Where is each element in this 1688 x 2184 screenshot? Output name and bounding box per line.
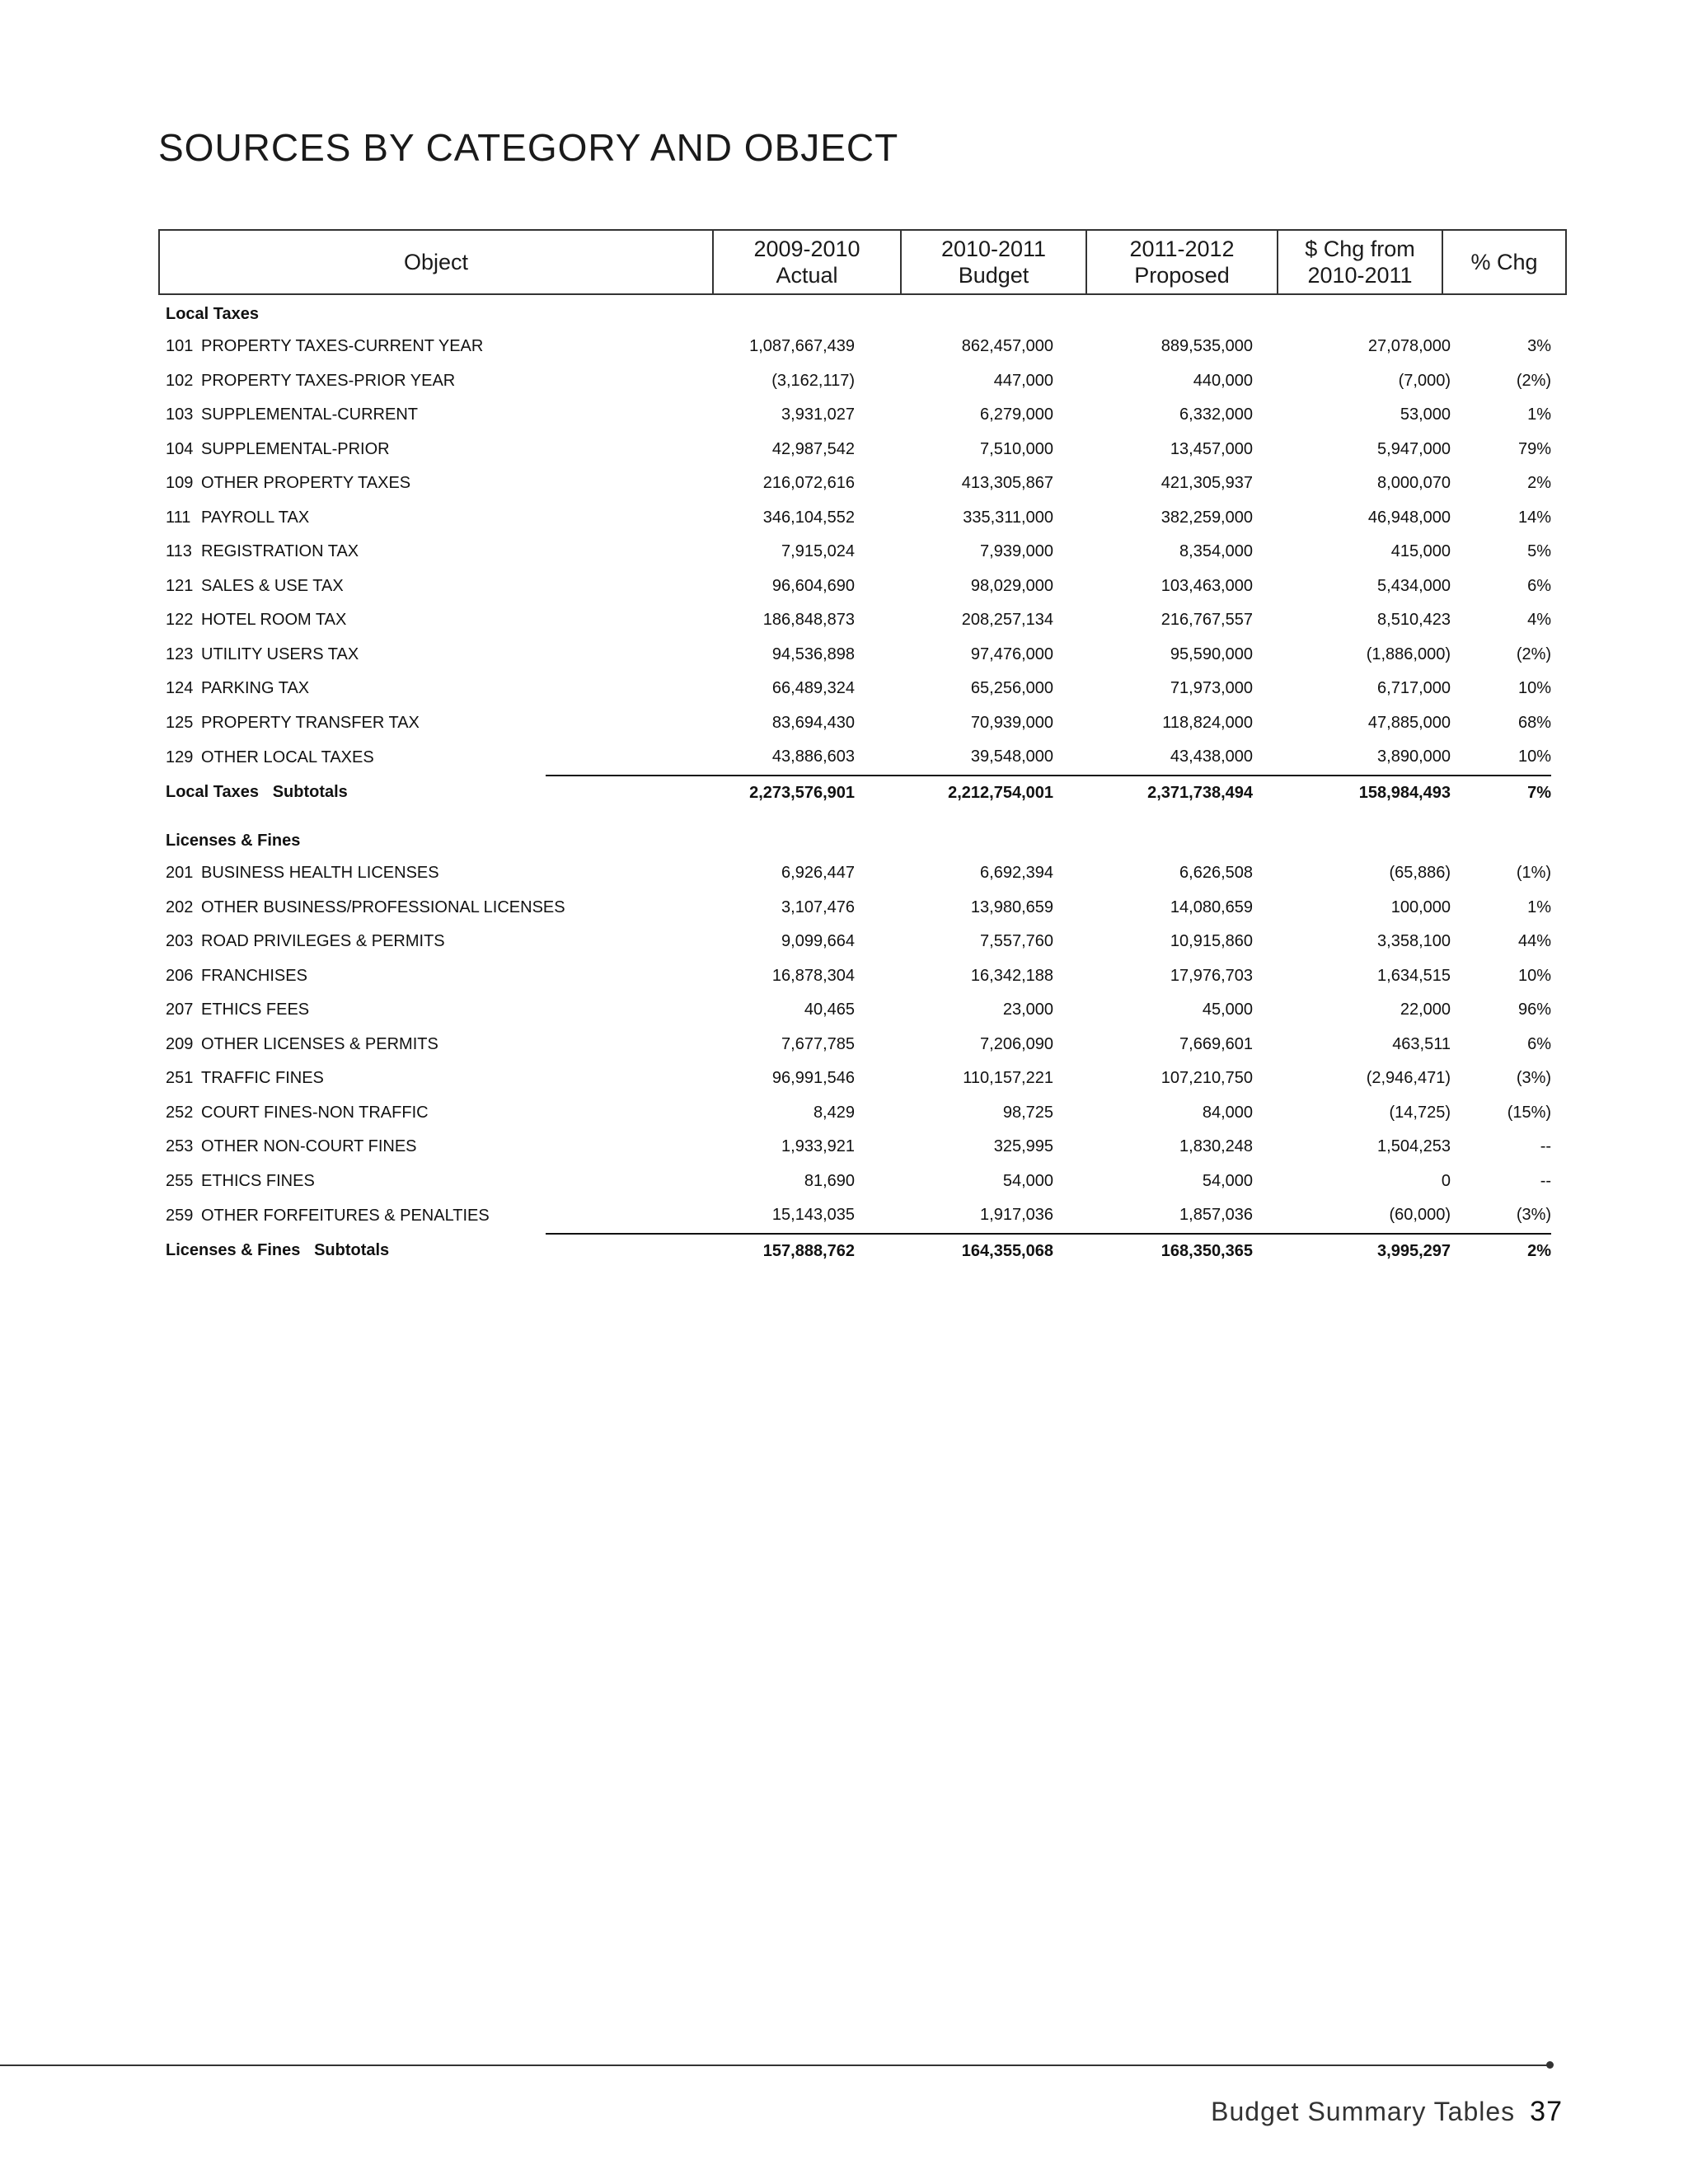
cell-proposed: 382,259,000 [1160,508,1253,527]
cell-actual: 40,465 [804,1001,855,1019]
table-row [158,638,1551,673]
cell-chg: 463,511 [1392,1034,1451,1053]
cell-proposed: 14,080,659 [1170,898,1253,916]
object-name: BUSINESS HEALTH LICENSES [201,864,439,883]
cell-budget: 16,342,188 [970,966,1053,985]
cell-budget: 6,692,394 [980,864,1053,883]
object-code: 252 [166,1103,194,1122]
cell-actual: 186,848,873 [762,611,855,630]
object-name: PARKING TAX [201,679,310,698]
cell-budget: 13,980,659 [970,898,1053,916]
object-name: SUPPLEMENTAL-CURRENT [201,405,418,424]
cell-pct: (3%) [1516,1206,1552,1225]
cell-budget: 862,457,000 [961,337,1053,356]
object-code: 259 [166,1206,194,1225]
category-header [158,298,1551,330]
table-row [158,501,1551,536]
subtotal-pct: 7% [1451,776,1551,811]
object-code: 251 [166,1069,194,1088]
header-chg: $ Chg from 2010-2011 [1278,230,1442,294]
object-code: 201 [166,864,194,883]
object-code: 203 [166,932,194,951]
cell-pct: (2%) [1516,644,1552,663]
table-row [158,1198,1551,1234]
cell-proposed: 8,354,000 [1179,542,1253,561]
header-pct: % Chg [1442,230,1566,294]
object-name: FRANCHISES [201,966,307,985]
table-row [158,1028,1551,1062]
object-name: PROPERTY TRANSFER TAX [201,713,420,732]
table-row [158,535,1551,569]
object-name: OTHER BUSINESS/PROFESSIONAL LICENSES [201,898,565,916]
subtotal-label: Licenses & Fines Subtotals [166,1241,390,1260]
cell-budget: 7,510,000 [980,439,1053,458]
cell-pct: (3%) [1516,1069,1552,1088]
table-row [158,1096,1551,1131]
object-name: ETHICS FINES [201,1171,315,1190]
sources-table-body [158,298,1551,1268]
cell-chg: 22,000 [1400,1001,1451,1019]
cell-proposed: 10,915,860 [1170,932,1253,951]
cell-proposed: 421,305,937 [1160,474,1253,493]
object-code: 255 [166,1171,194,1190]
subtotal-budget: 2,212,754,001 [855,776,1053,811]
cell-budget: 325,995 [993,1137,1053,1156]
subtotal-chg: 3,995,297 [1253,1234,1451,1269]
cell-chg: 3,890,000 [1377,748,1451,766]
subtotal-row [158,776,1551,811]
cell-actual: 16,878,304 [771,966,855,985]
cell-pct: -- [1540,1137,1552,1156]
object-code: 253 [166,1137,194,1156]
subtotal-label: Local Taxes Subtotals [166,783,348,802]
subtotal-actual: 2,273,576,901 [546,776,855,811]
table-row [158,433,1551,467]
object-code: 209 [166,1034,194,1053]
table-row [158,466,1551,501]
cell-budget: 208,257,134 [961,611,1053,630]
table-row [158,398,1551,433]
cell-budget: 7,939,000 [980,542,1053,561]
cell-actual: 3,107,476 [781,898,855,916]
cell-proposed: 103,463,000 [1160,576,1253,595]
spacer-row [158,810,1551,825]
object-name: HOTEL ROOM TAX [201,611,347,630]
cell-chg: 6,717,000 [1377,679,1451,698]
cell-actual: 1,087,667,439 [749,337,855,356]
object-code: 111 [166,508,191,527]
cell-chg: (2,946,471) [1366,1069,1451,1088]
cell-chg: 5,434,000 [1377,576,1451,595]
cell-chg: 3,358,100 [1377,932,1451,951]
table-row [158,740,1551,776]
header-budget: 2010-2011 Budget [901,230,1086,294]
cell-budget: 98,725 [1002,1103,1053,1122]
cell-chg: 47,885,000 [1367,713,1451,732]
object-name: ROAD PRIVILEGES & PERMITS [201,932,445,951]
cell-chg: (14,725) [1389,1103,1451,1122]
table-row [158,891,1551,926]
footer-rule [0,2064,1551,2066]
object-code: 202 [166,898,194,916]
cell-pct: (2%) [1516,371,1552,390]
table-row [158,856,1551,891]
header-proposed: 2011-2012 Proposed [1086,230,1278,294]
cell-budget: 335,311,000 [963,508,1053,527]
cell-proposed: 7,669,601 [1179,1034,1253,1053]
cell-budget: 7,557,760 [980,932,1053,951]
cell-actual: (3,162,117) [771,371,855,390]
table-row [158,1130,1551,1165]
object-name: ETHICS FEES [201,1001,310,1019]
subtotal-pct: 2% [1451,1234,1551,1269]
cell-budget: 447,000 [993,371,1053,390]
object-code: 125 [166,713,194,732]
cell-pct: 3% [1527,337,1552,356]
header-object: Object [159,230,713,294]
cell-actual: 96,604,690 [771,576,855,595]
header-actual: 2009-2010 Actual [713,230,901,294]
cell-actual: 96,991,546 [771,1069,855,1088]
cell-pct: 10% [1518,679,1552,698]
cell-pct: 1% [1527,898,1552,916]
cell-budget: 65,256,000 [970,679,1053,698]
cell-budget: 7,206,090 [980,1034,1053,1053]
cell-chg: 100,000 [1390,898,1451,916]
cell-pct: 68% [1518,713,1552,732]
object-code: 109 [166,474,194,493]
cell-chg: 1,504,253 [1377,1137,1451,1156]
footer-dot [1546,2061,1554,2069]
cell-actual: 94,536,898 [771,644,855,663]
object-name: PROPERTY TAXES-PRIOR YEAR [201,371,456,390]
cell-actual: 83,694,430 [771,713,855,732]
object-code: 103 [166,405,194,424]
cell-actual: 6,926,447 [781,864,855,883]
object-code: 206 [166,966,194,985]
object-code: 122 [166,611,194,630]
cell-proposed: 45,000 [1202,1001,1253,1019]
object-name: TRAFFIC FINES [201,1069,324,1088]
cell-actual: 7,677,785 [781,1034,855,1053]
table-row [158,1062,1551,1096]
cell-chg: 1,634,515 [1377,966,1451,985]
cell-pct: 4% [1527,611,1552,630]
cell-proposed: 440,000 [1193,371,1253,390]
cell-chg: 8,510,423 [1377,611,1451,630]
cell-proposed: 1,830,248 [1179,1137,1253,1156]
cell-proposed: 107,210,750 [1160,1069,1253,1088]
cell-actual: 8,429 [813,1103,855,1122]
object-name: OTHER NON-COURT FINES [201,1137,417,1156]
cell-budget: 1,917,036 [980,1206,1053,1225]
cell-actual: 7,915,024 [781,542,855,561]
object-name: PAYROLL TAX [201,508,310,527]
cell-proposed: 54,000 [1202,1171,1253,1190]
cell-proposed: 1,857,036 [1179,1206,1253,1225]
cell-pct: 1% [1527,405,1552,424]
cell-chg: 46,948,000 [1367,508,1451,527]
cell-actual: 66,489,324 [771,679,855,698]
subtotal-chg: 158,984,493 [1253,776,1451,811]
cell-budget: 97,476,000 [970,644,1053,663]
object-code: 104 [166,439,194,458]
object-code: 207 [166,1001,194,1019]
object-name: OTHER LOCAL TAXES [201,748,374,766]
object-name: COURT FINES-NON TRAFFIC [201,1103,429,1122]
cell-pct: 96% [1518,1001,1552,1019]
subtotal-proposed: 2,371,738,494 [1053,776,1253,811]
subtotal-budget: 164,355,068 [855,1234,1053,1269]
cell-proposed: 13,457,000 [1170,439,1253,458]
cell-actual: 3,931,027 [781,405,855,424]
cell-budget: 70,939,000 [970,713,1053,732]
cell-budget: 23,000 [1002,1001,1053,1019]
object-code: 102 [166,371,194,390]
table-row [158,569,1551,604]
cell-pct: 6% [1527,1034,1552,1053]
object-name: OTHER PROPERTY TAXES [201,474,411,493]
object-code: 124 [166,679,194,698]
cell-budget: 54,000 [1002,1171,1053,1190]
cell-pct: 5% [1527,542,1552,561]
cell-chg: (65,886) [1389,864,1451,883]
cell-proposed: 889,535,000 [1160,337,1253,356]
cell-budget: 98,029,000 [970,576,1053,595]
object-name: OTHER FORFEITURES & PENALTIES [201,1206,490,1225]
cell-actual: 43,886,603 [771,748,855,766]
column-header [158,229,1567,295]
table-row [158,672,1551,706]
cell-chg: 0 [1441,1171,1451,1190]
cell-proposed: 43,438,000 [1170,748,1253,766]
table-row [158,993,1551,1028]
cell-chg: 5,947,000 [1377,439,1451,458]
object-code: 101 [166,337,194,356]
object-name: PROPERTY TAXES-CURRENT YEAR [201,337,484,356]
cell-proposed: 6,626,508 [1179,864,1253,883]
cell-proposed: 6,332,000 [1179,405,1253,424]
cell-pct: 44% [1518,932,1552,951]
cell-proposed: 216,767,557 [1160,611,1253,630]
cell-pct: (1%) [1516,864,1552,883]
cell-actual: 216,072,616 [762,474,855,493]
table-row [158,330,1551,364]
cell-pct: 10% [1518,966,1552,985]
sources-table [158,298,1551,1268]
page-title: SOURCES BY CATEGORY AND OBJECT [158,126,899,169]
cell-actual: 1,933,921 [781,1137,855,1156]
subtotal-row [158,1234,1551,1269]
cell-chg: 8,000,070 [1377,474,1451,493]
table-row [158,959,1551,994]
object-name: OTHER LICENSES & PERMITS [201,1034,438,1053]
page-number: 37 [1530,2096,1563,2127]
cell-proposed: 84,000 [1202,1103,1253,1122]
cell-chg: 53,000 [1400,405,1451,424]
object-name: REGISTRATION TAX [201,542,359,561]
cell-pct: (15%) [1507,1103,1552,1122]
cell-actual: 15,143,035 [771,1206,855,1225]
cell-chg: 27,078,000 [1367,337,1451,356]
category-name: Local Taxes [166,304,260,323]
object-code: 123 [166,644,194,663]
table-row [158,1165,1551,1199]
category-header [158,825,1551,856]
cell-proposed: 118,824,000 [1162,713,1253,732]
cell-chg: (60,000) [1389,1206,1451,1225]
cell-pct: -- [1540,1171,1552,1190]
cell-actual: 81,690 [804,1171,855,1190]
cell-budget: 413,305,867 [961,474,1053,493]
cell-pct: 79% [1518,439,1552,458]
page-footer [1211,2096,1563,2128]
cell-pct: 10% [1518,748,1552,766]
cell-actual: 9,099,664 [781,932,855,951]
subtotal-proposed: 168,350,365 [1053,1234,1253,1269]
footer-section: Budget Summary Tables [1211,2097,1516,2126]
cell-chg: (1,886,000) [1366,644,1451,663]
cell-pct: 14% [1518,508,1552,527]
object-code: 129 [166,748,194,766]
category-name: Licenses & Fines [166,831,301,850]
object-name: UTILITY USERS TAX [201,644,359,663]
cell-actual: 42,987,542 [771,439,855,458]
object-code: 121 [166,576,194,595]
table-row [158,364,1551,399]
cell-actual: 346,104,552 [762,508,855,527]
cell-pct: 6% [1527,576,1552,595]
cell-pct: 2% [1527,474,1552,493]
cell-chg: (7,000) [1398,371,1451,390]
table-row [158,706,1551,741]
cell-chg: 415,000 [1390,542,1451,561]
cell-proposed: 95,590,000 [1170,644,1253,663]
cell-proposed: 17,976,703 [1170,966,1253,985]
subtotal-actual: 157,888,762 [546,1234,855,1269]
table-row [158,603,1551,638]
object-code: 113 [166,542,192,561]
cell-budget: 39,548,000 [970,748,1053,766]
object-name: SUPPLEMENTAL-PRIOR [201,439,390,458]
cell-budget: 6,279,000 [980,405,1053,424]
cell-proposed: 71,973,000 [1170,679,1253,698]
object-name: SALES & USE TAX [201,576,344,595]
table-row [158,925,1551,959]
cell-budget: 110,157,221 [963,1069,1053,1088]
